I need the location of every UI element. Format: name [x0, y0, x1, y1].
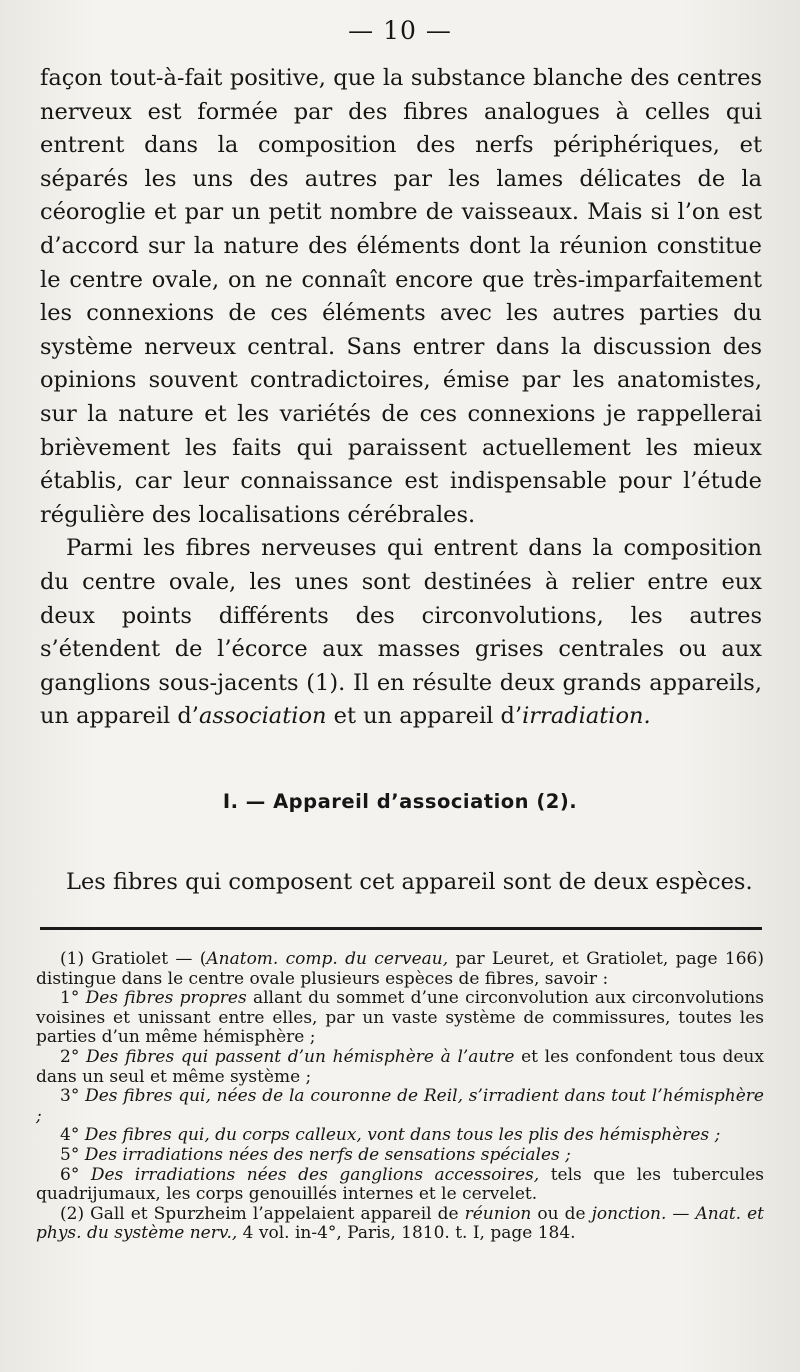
footnote-item-1 — [36, 989, 764, 1048]
item-text: allant du sommet d’une circonvolution aux circonvolutions voisines et unissant entre elles, par un vaste système de commissures, toutes les parties d’un même hémisphère ; — [36, 988, 764, 1048]
footnote-item-6 — [36, 1166, 764, 1205]
footnote-2-dash: — — [666, 1203, 696, 1224]
footnote-2-text-b: ou de — [531, 1203, 592, 1224]
footnote-item-3 — [36, 1087, 764, 1126]
item-term: Des fibres qui, nées de la couronne de Reil, s’irradient dans tout l’hémisphère ; — [36, 1086, 764, 1126]
section-heading: I. — Appareil d’association (2). — [222, 790, 578, 813]
item-number: 1° — [60, 988, 86, 1009]
item-text: tels que les tubercules quadrijumaux, les corps genouillés internes et le cervelet. — [36, 1164, 764, 1205]
item-number: 3° — [60, 1086, 86, 1107]
term-association: association — [198, 703, 327, 730]
footnote-divider — [40, 927, 762, 930]
section-paragraph: Les fibres qui composent cet appareil sont de deux espèces. — [66, 869, 753, 895]
item-number: 4° — [60, 1125, 85, 1146]
item-number: 2° — [60, 1046, 86, 1067]
page-number: — 10 — — [348, 16, 452, 45]
paragraph-2 — [40, 532, 762, 734]
item-text: et les confondent tous deux dans un seul et même système ; — [36, 1046, 764, 1087]
footnote-2-text-d: 4 vol. in-4°, Paris, 1810. t. I, page 184. — [237, 1223, 576, 1244]
footnote-1-text-a: (1) Gratiolet — ( — [60, 949, 207, 969]
paragraph-1: façon tout-à-fait positive, que la substance blanche des centres nerveux est formée par des fibres analogues à celles qui entrent dans la composition des nerfs périphériques, et séparés les uns des autres par les lames délicates de la céoroglie et par un petit nombre de vaisseaux. Mais si l’on est d’accord sur la nature des éléments dont la réunion constitue le centre ovale, on ne connaît encore que très-imparfaitement les connexions de ces éléments avec les autres parties du système nerveux central. Sans entrer dans la discussion des opinions souvent contradictoires, émise par les anatomistes, sur la nature et les variétés de ces connexions je rappellerai brièvement les faits qui paraissent actuellement les mieux établis, car leur connaissance est indispensable pour l’étude régulière des localisations cérébrales. — [40, 65, 762, 528]
term-irradiation: irradiation. — [522, 703, 651, 730]
footnote-1-text-b: par Leuret, et Gratiolet, page 166) distingue dans le centre ovale plusieurs espèces de fibres, savoir : — [36, 949, 764, 989]
footnote-item-2 — [36, 1048, 764, 1087]
item-number: 6° — [60, 1164, 91, 1185]
item-term: Des fibres qui, du corps calleux, vont dans tous les plis des hémisphères ; — [84, 1125, 721, 1146]
footnote-2-term-2: jonction. — [591, 1203, 667, 1224]
footnote-2 — [36, 1205, 764, 1244]
item-term: Des fibres qui passent d’un hémisphère à l’autre — [85, 1046, 515, 1067]
footnotes — [36, 950, 764, 1244]
footnote-1-citation: Anatom. comp. du cerveau, — [206, 949, 449, 969]
footnote-item-4 — [36, 1126, 764, 1146]
item-term: Des irradiations nées des nerfs de sensations spéciales ; — [84, 1144, 571, 1165]
footnote-1 — [36, 950, 764, 989]
item-number: 5° — [60, 1144, 85, 1165]
item-term: Des fibres propres — [85, 988, 247, 1009]
footnote-item-5 — [36, 1146, 764, 1166]
paragraph-2-text-a: Parmi les fibres nerveuses qui entrent dans la composition du centre ovale, les unes sont destinées à relier entre eux deux points différents des circonvolutions, les autres s’étendent de l’écorce aux masses grises centrales ou aux ganglions sous-jacents (1). Il en résulte deux grands appareils, un appareil d’ — [40, 535, 762, 730]
main-text — [40, 62, 762, 734]
paragraph-2-text-b: et un appareil d’ — [326, 703, 523, 730]
footnote-2-term-1: réunion — [464, 1203, 532, 1224]
footnote-2-citation: Anat. et phys. du système nerv., — [36, 1203, 764, 1244]
footnote-2-text-a: (2) Gall et Spurzheim l’appelaient appareil de — [60, 1203, 465, 1224]
item-term: Des irradiations nées des ganglions accessoires, — [90, 1164, 540, 1185]
